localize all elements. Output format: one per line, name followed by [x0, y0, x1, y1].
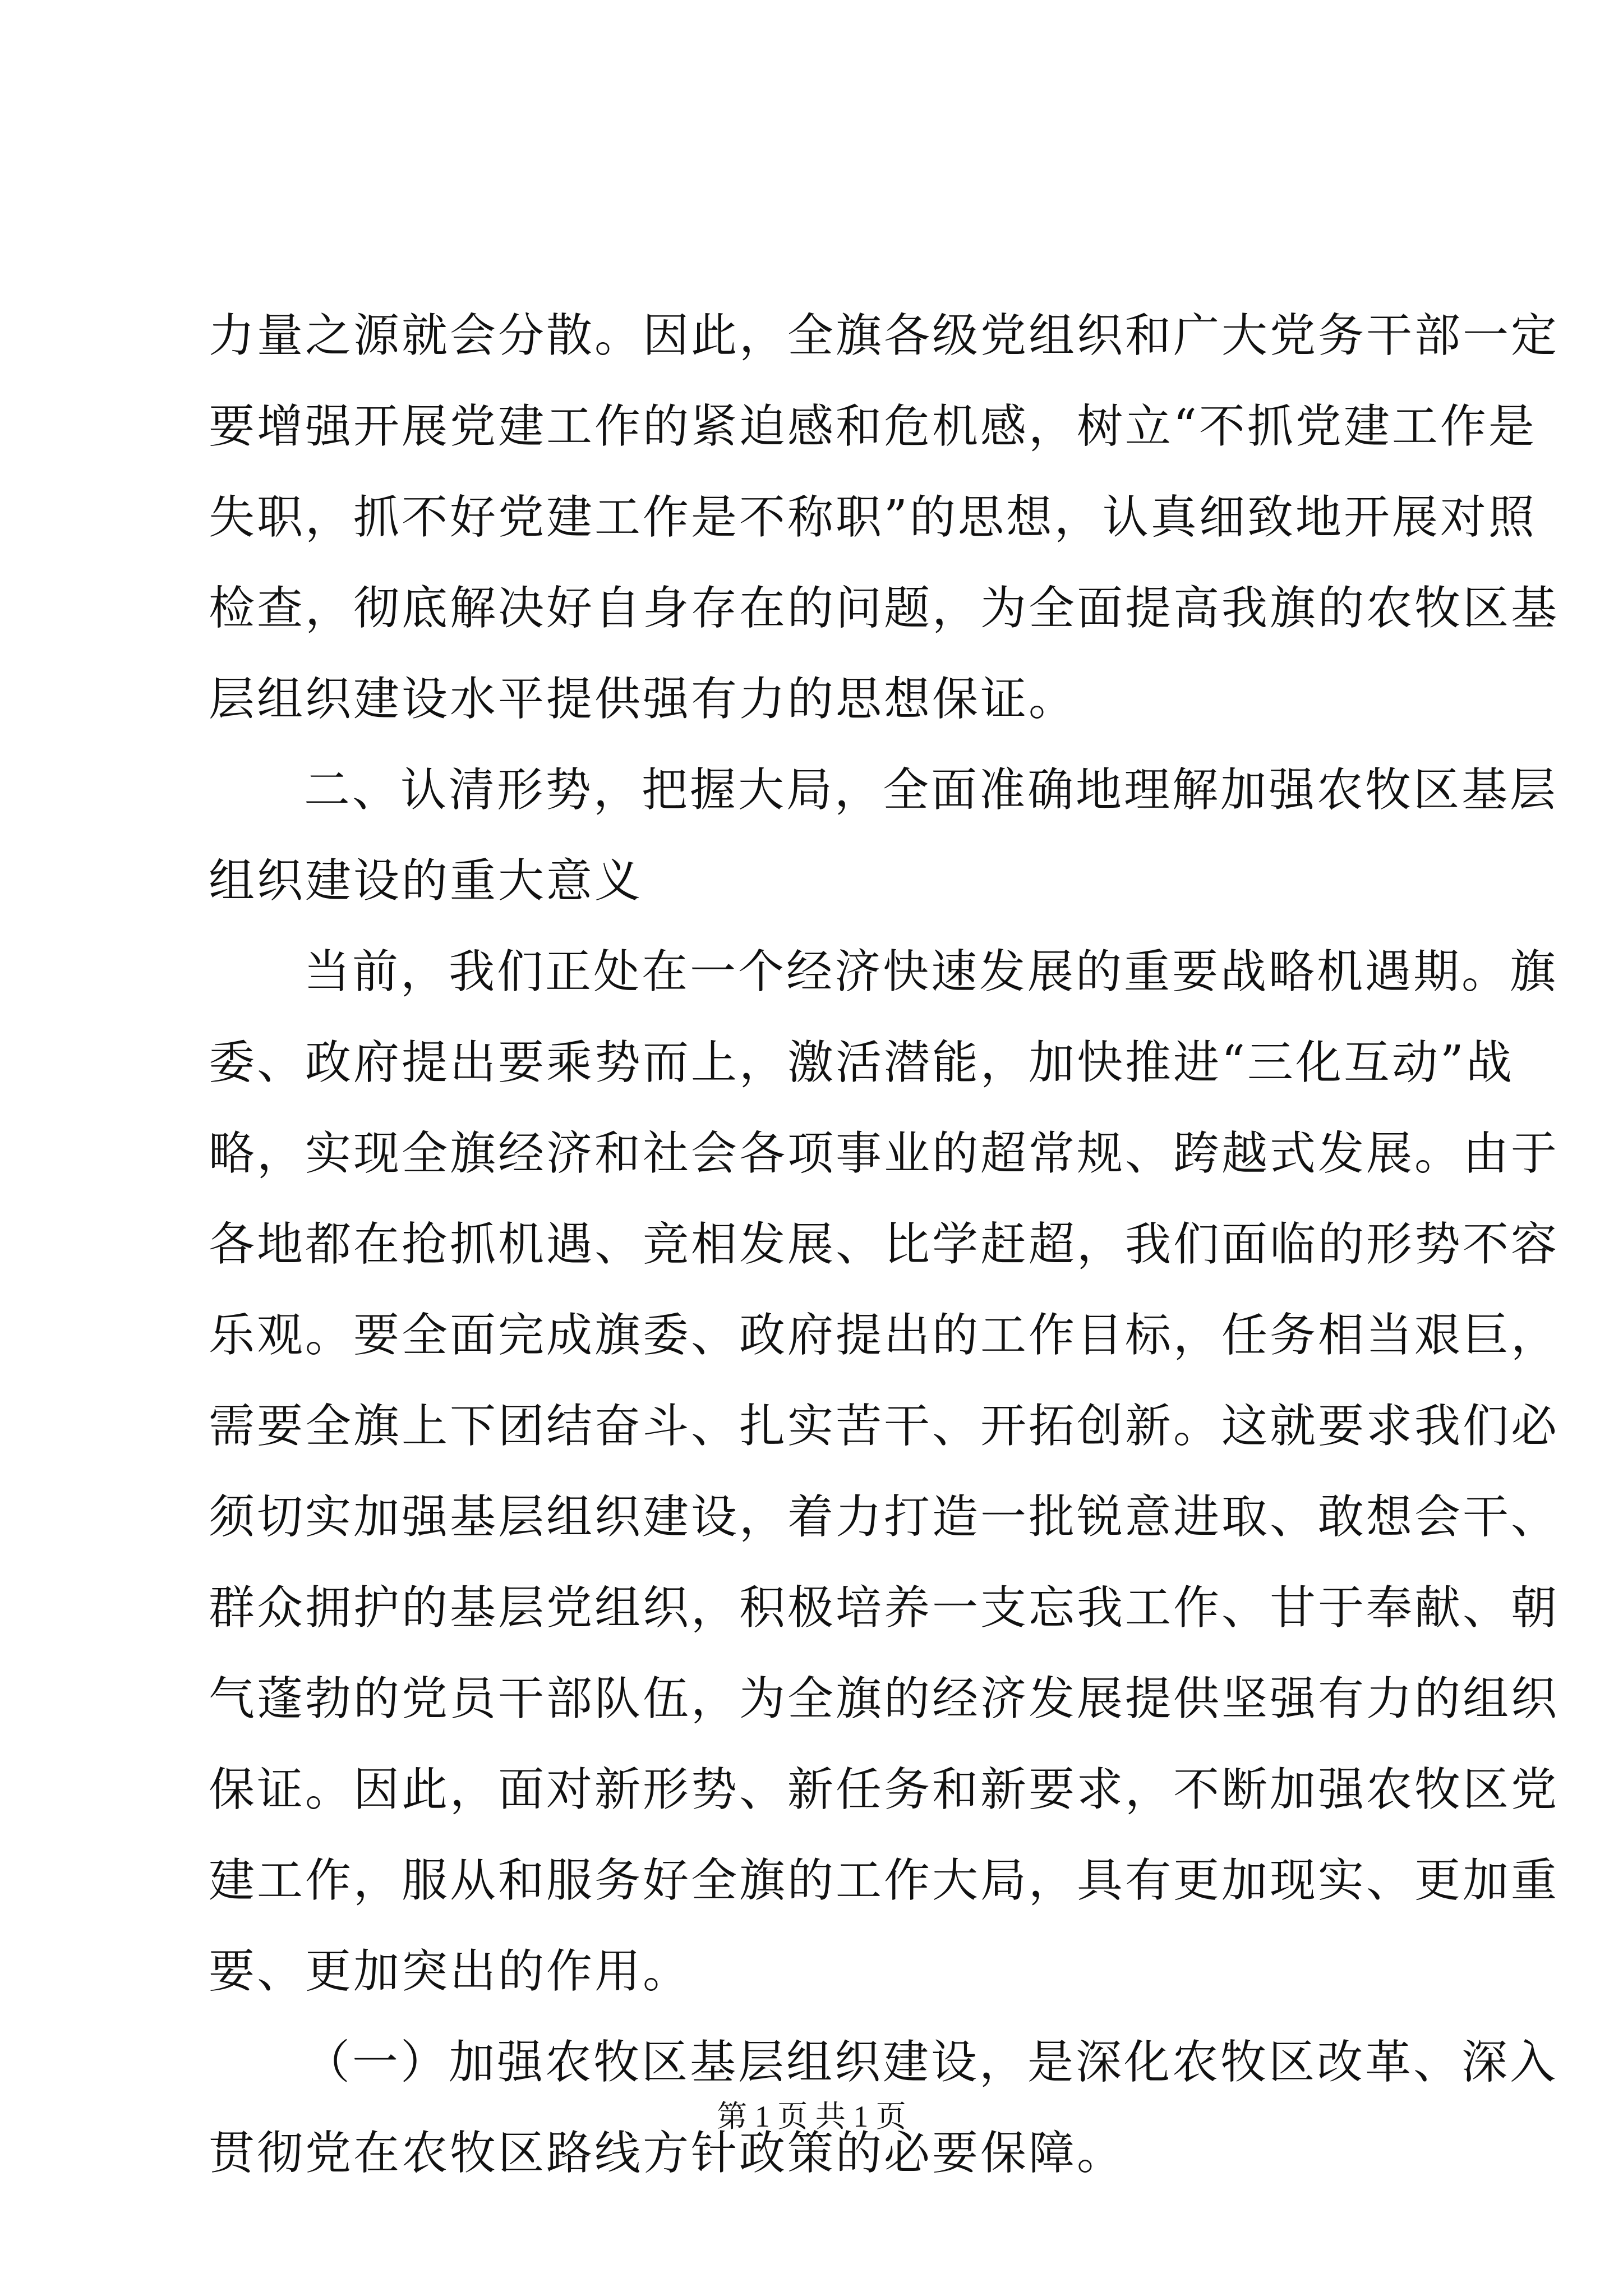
- text-line: 要、更加突出的作用。: [209, 1945, 691, 1998]
- text-line: 检查，彻底解决好自身存在的问题，为全面提高我旗的农牧区基: [209, 582, 1560, 635]
- subsection-heading-line: 贯彻党在农牧区路线方针政策的必要保障。: [209, 2127, 1126, 2180]
- text-line: 群众拥护的基层党组织，积极培养一支忘我工作、甘于奉献、朝: [209, 1581, 1560, 1635]
- text-line: 当前，我们正处在一个经济快速发展的重要战略机遇期。旗: [304, 945, 1559, 999]
- text-line: 保证。因此，面对新形势、新任务和新要求，不断加强农牧区党: [209, 1763, 1560, 1816]
- text-line: 失职，抓不好党建工作是不称职”的思想，认真细致地开展对照: [209, 491, 1537, 544]
- text-line: 力量之源就会分散。因此，全旗各级党组织和广大党务干部一定: [209, 309, 1560, 362]
- text-line: 需要全旗上下团结奋斗、扎实苦干、开拓创新。这就要求我们必: [209, 1400, 1560, 1453]
- document-body: [209, 291, 1560, 2199]
- text-line: 须切实加强基层组织建设，着力打造一批锐意进取、敢想会干、: [209, 1490, 1560, 1544]
- text-line: 委、政府提出要乘势而上，激活潜能，加快推进“三化互动”战: [209, 1036, 1514, 1089]
- text-line: 乐观。要全面完成旗委、政府提出的工作目标，任务相当艰巨，: [209, 1309, 1560, 1362]
- section-heading-line: 二、认清形势，把握大局，全面准确地理解加强农牧区基层: [304, 763, 1559, 817]
- subsection-heading-line: （一）加强农牧区基层组织建设，是深化农牧区改革、深入: [304, 2036, 1559, 2089]
- text-line: 气蓬勃的党员干部队伍，为全旗的经济发展提供坚强有力的组织: [209, 1672, 1560, 1726]
- text-line: 建工作，服从和服务好全旗的工作大局，具有更加现实、更加重: [209, 1854, 1560, 1907]
- text-line: 要增强开展党建工作的紧迫感和危机感，树立“不抓党建工作是: [209, 400, 1537, 453]
- page-footer: 第 1 页 共 1 页: [717, 2100, 906, 2133]
- section-heading-line: 组织建设的重大意义: [209, 854, 643, 908]
- text-line: 层组织建设水平提供强有力的思想保证。: [209, 673, 1077, 726]
- text-line: 略，实现全旗经济和社会各项事业的超常规、跨越式发展。由于: [209, 1127, 1560, 1180]
- text-line: 各地都在抢抓机遇、竞相发展、比学赶超，我们面临的形势不容: [209, 1218, 1560, 1271]
